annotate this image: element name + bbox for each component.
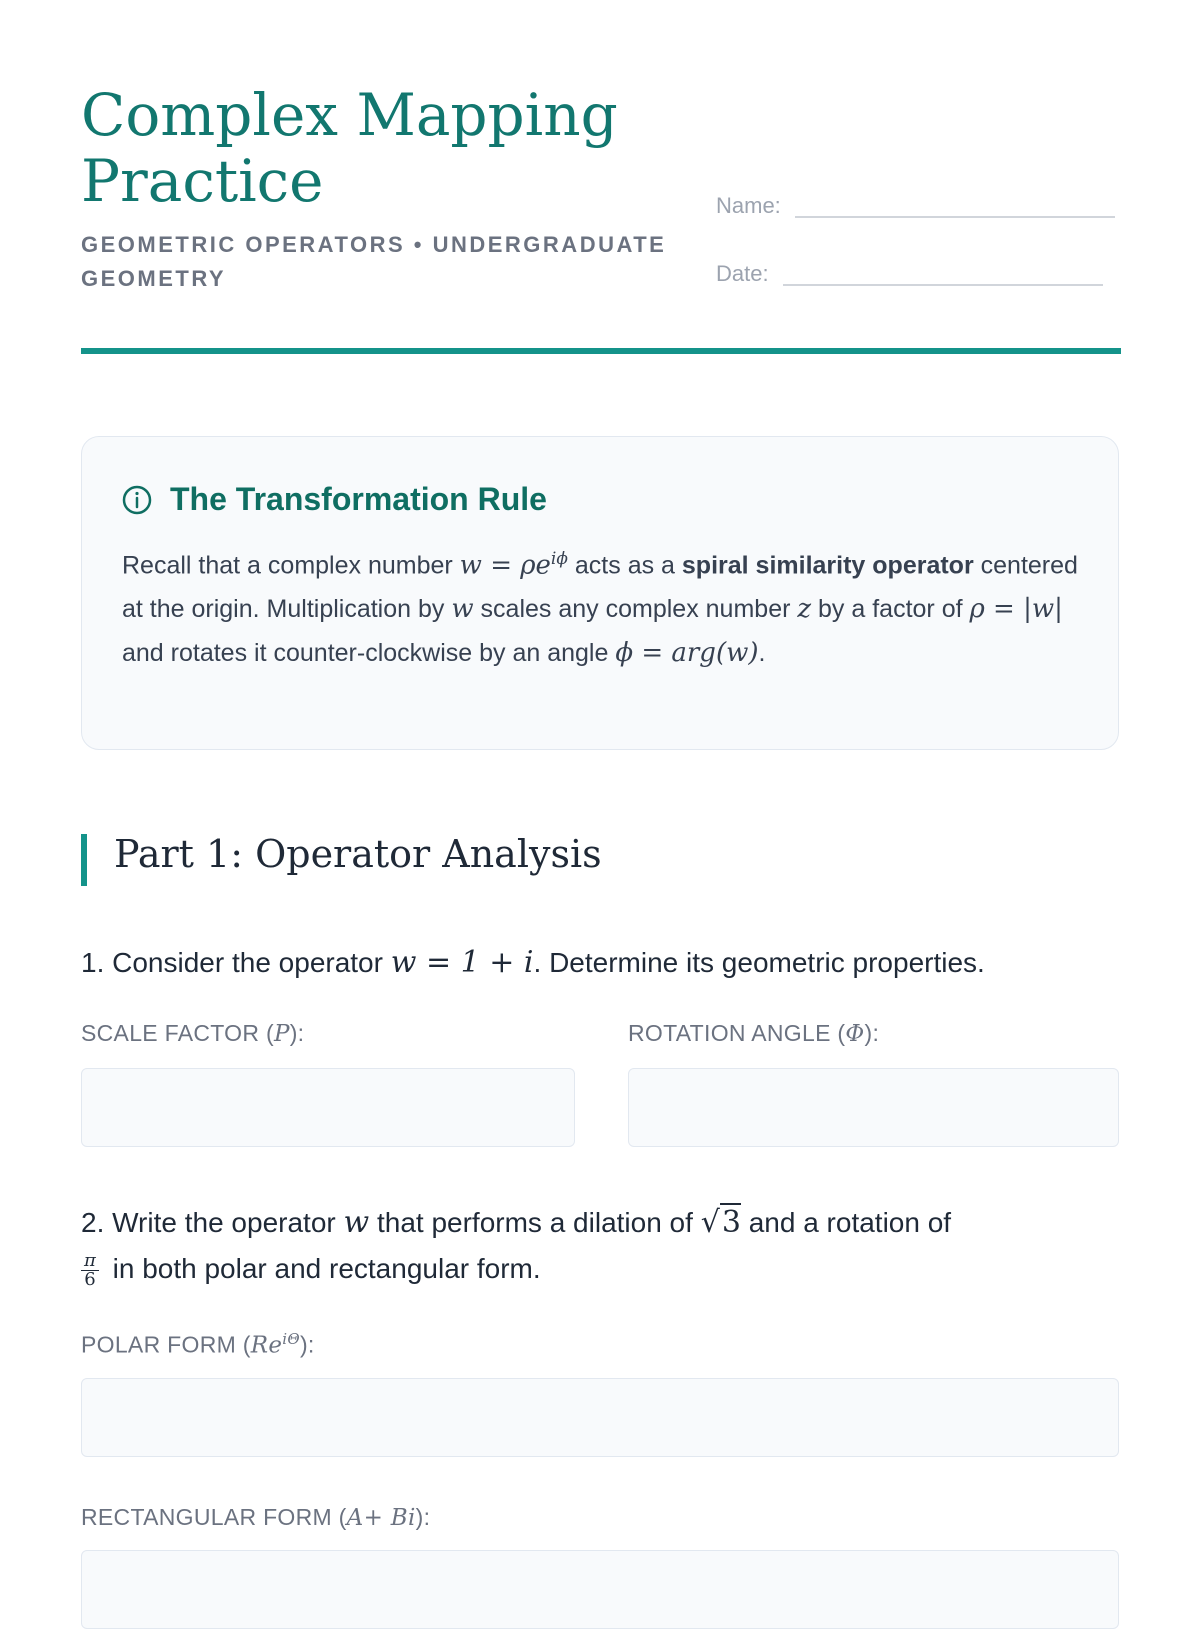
fraction: $\frac{\pi}{6}$ <box>81 1252 99 1289</box>
polar-form-input[interactable] <box>81 1378 1119 1457</box>
scale-factor-label: SCALE FACTOR (P): <box>81 1020 305 1047</box>
name-line[interactable] <box>795 194 1115 218</box>
name-label: Name: <box>716 193 781 218</box>
polar-form-label: POLAR FORM $(Re^{i\Theta})$: <box>81 1330 315 1359</box>
question-1: 1. Consider the operator w = 1 + i. Determine its geometric properties. <box>81 945 985 980</box>
rectangular-form-input[interactable] <box>81 1550 1119 1629</box>
info-box <box>81 436 1119 750</box>
info-text: Recall that a complex number $w = \rho e^{i\phi}$ acts as a spiral similarity operator centered at the origin. Multiplication by w scales any complex number z by a factor of ρ = |w| and rotates it counter-clockwise by an angle ϕ = arg(w). <box>122 549 1078 669</box>
date-line[interactable] <box>783 262 1103 286</box>
scale-factor-input[interactable] <box>81 1068 575 1147</box>
page-title: Complex Mapping Practice <box>81 81 618 215</box>
rotation-angle-label: ROTATION ANGLE (Φ): <box>628 1020 880 1047</box>
page-subtitle: GEOMETRIC OPERATORS • UNDERGRADUATE GEOMETRY <box>81 232 667 291</box>
info-circle-icon <box>122 485 152 515</box>
rotation-angle-input[interactable] <box>628 1068 1119 1147</box>
section-title: Part 1: Operator Analysis <box>114 832 602 876</box>
section-accent-bar <box>81 834 87 886</box>
rectangular-form-label: RECTANGULAR FORM (A+ Bi): <box>81 1504 431 1531</box>
date-field[interactable] <box>716 262 1103 286</box>
info-title: The Transformation Rule <box>170 481 547 517</box>
header-divider <box>81 348 1121 354</box>
name-field[interactable] <box>716 194 1115 218</box>
sqrt-symbol: √3 <box>700 1205 741 1240</box>
question-2: 2. Write the operator w that performs a dilation of √3 and a rotation of $\frac{\pi}{6}$ in both polar and rectangular form. <box>81 1205 952 1291</box>
date-label: Date: <box>716 261 769 286</box>
